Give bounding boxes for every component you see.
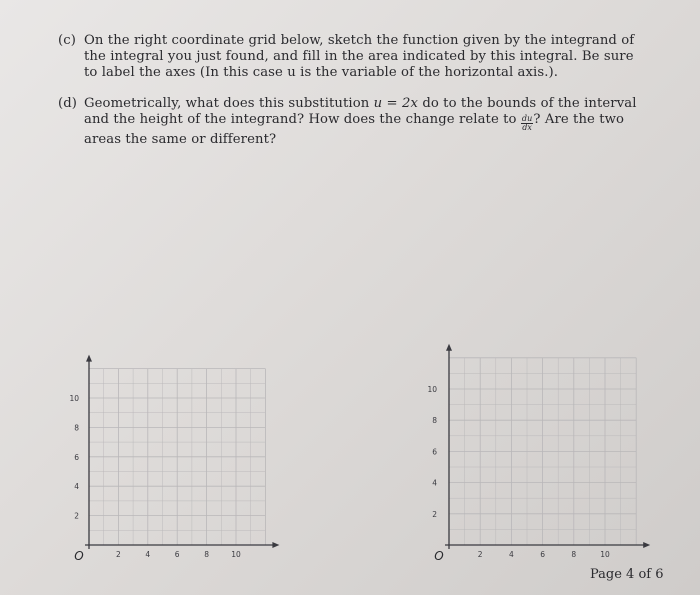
origin-label: O: [74, 549, 84, 563]
x-tick-label: 4: [145, 550, 151, 559]
y-tick-label: 10: [69, 394, 79, 403]
y-tick-label: 4: [74, 482, 79, 492]
x-tick-label: 6: [540, 550, 545, 559]
x-tick-label: 2: [477, 550, 483, 559]
fraction-numerator: du: [521, 114, 533, 123]
y-tick-label: 6: [432, 447, 437, 457]
x-tick-label: 10: [231, 550, 241, 559]
question-c-label: (c): [58, 33, 76, 48]
y-tick-label: 8: [432, 416, 437, 426]
page-number: Page 4 of 6: [590, 567, 664, 582]
question-d-part3: ? Are the two areas the same or different?: [84, 112, 625, 147]
substitution-equation: u = 2x: [373, 96, 419, 111]
du-dx-fraction: [521, 115, 533, 132]
question-c-text: On the right coordinate grid below, sketch the function given by the integrand of the integral you just found, and fill in the area indicated by this integral. Be sure to label the axes (In this case u is the variable of the horizontal axis.).: [84, 33, 635, 80]
left-coordinate-grid: [60, 340, 360, 580]
fraction-denominator: dx: [522, 123, 533, 132]
y-tick-label: 10: [427, 385, 437, 394]
y-tick-label: 4: [432, 478, 437, 488]
x-tick-label: 10: [600, 550, 610, 559]
y-tick-label: 2: [74, 511, 79, 521]
question-c: [58, 33, 638, 81]
y-axis-arrow: [446, 344, 452, 351]
right-coordinate-grid: [415, 330, 700, 580]
x-tick-label: 6: [174, 550, 180, 559]
x-tick-label: 2: [116, 550, 121, 559]
question-d-part1: Geometrically, what does this substitution: [84, 96, 370, 111]
y-tick-label: 2: [432, 509, 437, 519]
x-tick-label: 8: [571, 550, 577, 559]
question-d-label: (d): [58, 96, 78, 111]
x-axis-arrow: [643, 542, 650, 548]
origin-label: O: [434, 549, 444, 563]
question-d: [58, 96, 643, 148]
y-tick-label: 8: [74, 423, 79, 433]
question-d-part2: do to the bounds of the interval and the height of the integrand? How does the change relate to: [84, 96, 637, 127]
x-tick-label: 8: [204, 550, 209, 559]
question-d-text: [84, 96, 643, 148]
x-axis-arrow: [272, 542, 279, 548]
y-tick-label: 6: [74, 452, 79, 462]
y-axis-arrow: [86, 355, 92, 362]
x-tick-label: 4: [509, 550, 514, 559]
